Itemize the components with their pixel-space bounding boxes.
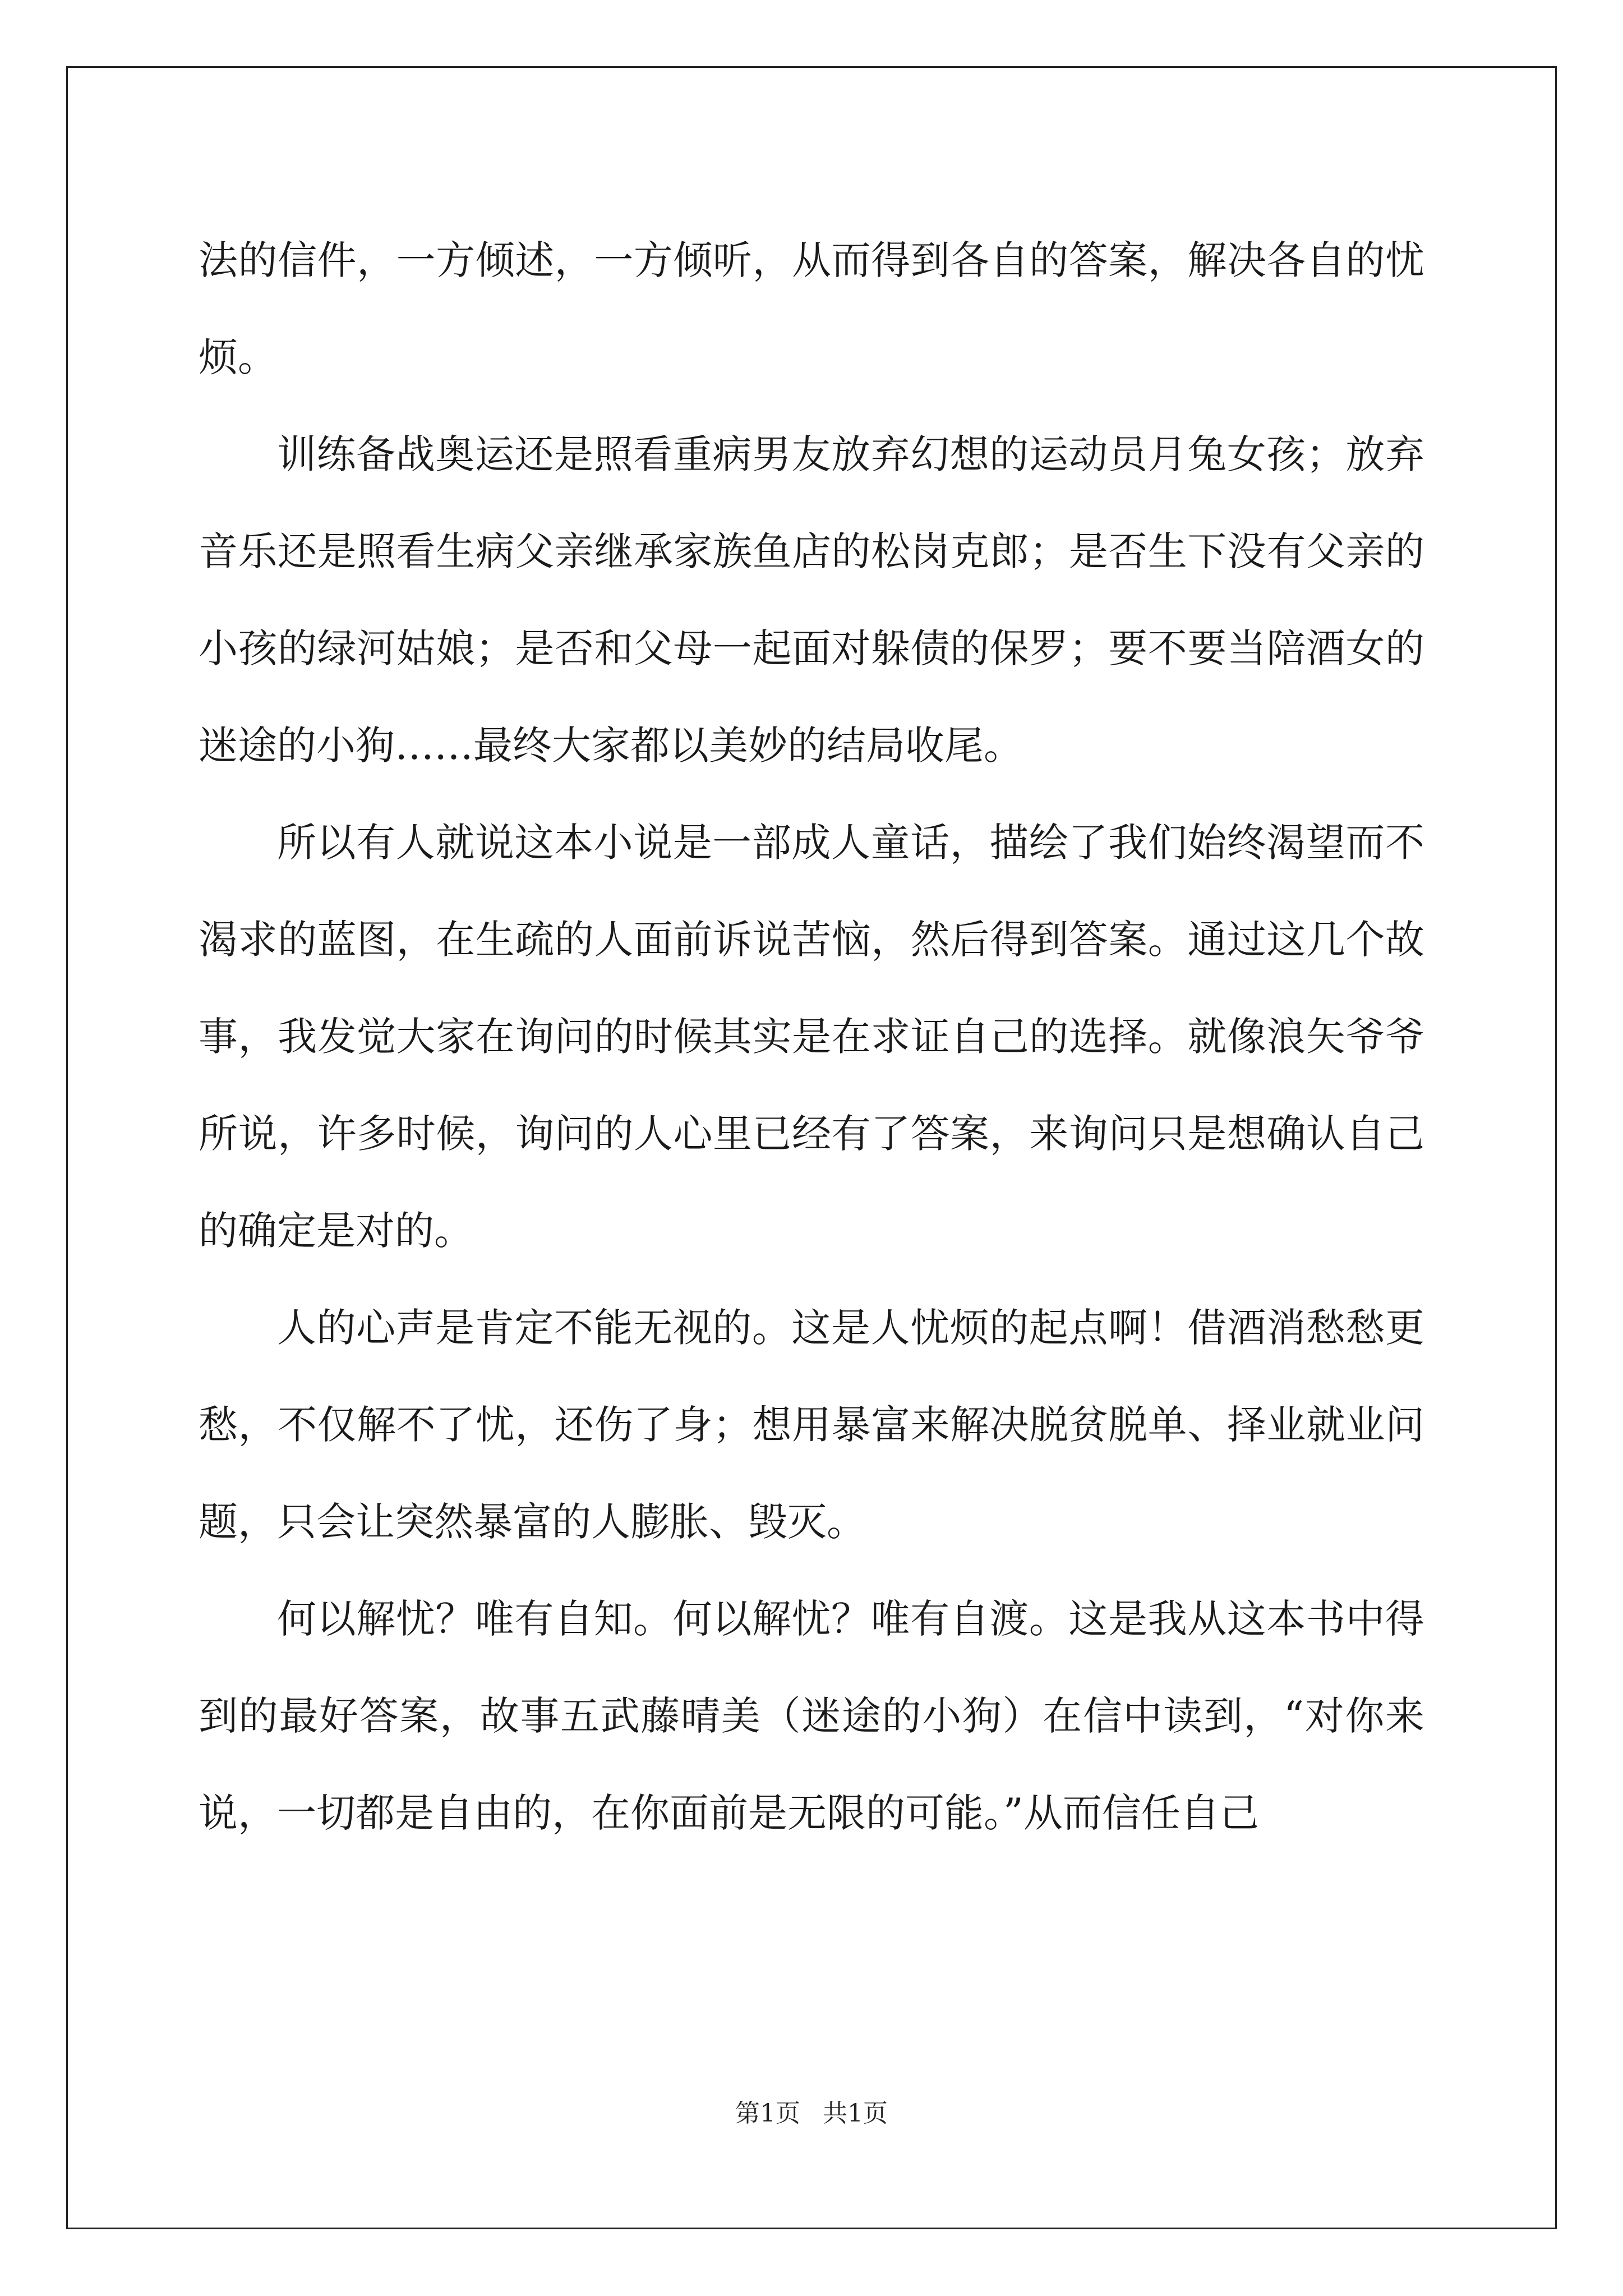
paragraph: 法的信件，一方倾述，一方倾听，从而得到各自的答案，解决各自的忧烦。 bbox=[199, 237, 1424, 380]
page-number: 第1页 bbox=[735, 2099, 800, 2128]
page-footer bbox=[0, 2097, 1623, 2131]
document-body bbox=[199, 212, 1424, 1862]
paragraph: 训练备战奥运还是照看重病男友放弃幻想的运动员月兔女孩；放弃音乐还是照看生病父亲继承家族鱼店的松岗克郎；是否生下没有父亲的小孩的绿河姑娘；是否和父母一起面对躲债的保罗；要不要当陪酒女的迷途的小狗……最终大家都以美妙的结局收尾。 bbox=[199, 431, 1424, 769]
paragraph: 人的心声是肯定不能无视的。这是人忧烦的起点啊！借酒消愁愁更愁，不仅解不了忧，还伤了身；想用暴富来解决脱贫脱单、择业就业问题，只会让突然暴富的人膨胀、毁灭。 bbox=[199, 1305, 1424, 1545]
paragraph: 所以有人就说这本小说是一部成人童话，描绘了我们始终渴望而不渴求的蓝图，在生疏的人面前诉说苦恼，然后得到答案。通过这几个故事，我发觉大家在询问的时候其实是在求证自己的选择。就像浪矢爷爷所说，许多时候，询问的人心里已经有了答案，来询问只是想确认自己的确定是对的。 bbox=[199, 820, 1424, 1254]
page-total: 共1页 bbox=[823, 2099, 888, 2128]
paragraph: 何以解忧？唯有自知。何以解忧？唯有自渡。这是我从这本书中得到的最好答案，故事五武藤晴美（迷途的小狗）在信中读到，“对你来说，一切都是自由的，在你面前是无限的可能。”从而信任自己 bbox=[199, 1596, 1424, 1836]
